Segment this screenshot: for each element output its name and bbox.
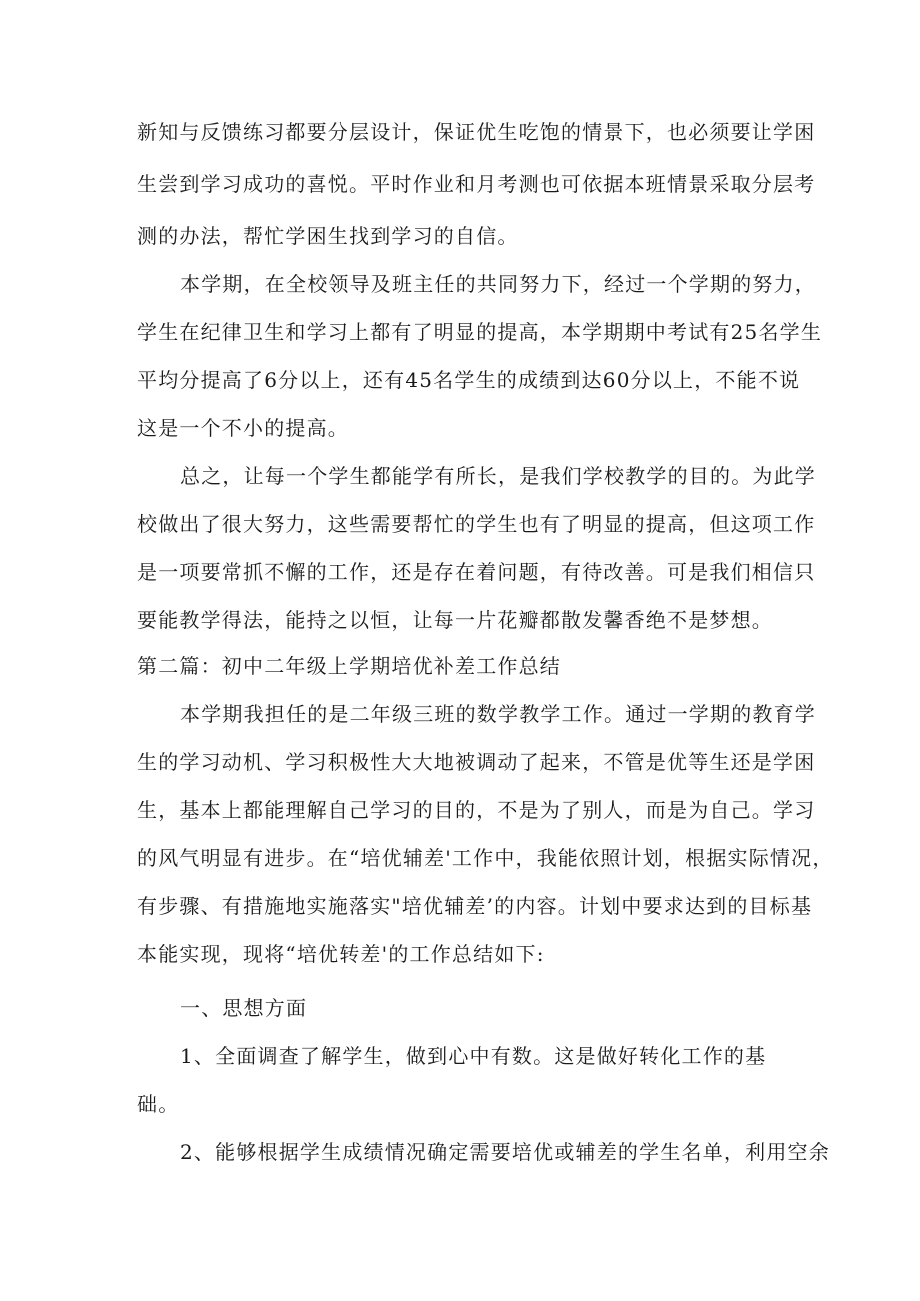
- text-line: 平均分提高了6分以上，还有45名学生的成绩到达60分以上，不能不说: [137, 368, 801, 392]
- subheading: 一、思想方面: [180, 996, 308, 1020]
- text-line: 要能教学得法，能持之以恒，让每一片花瓣都散发馨香绝不是梦想。: [137, 608, 773, 632]
- text-line: 生，基本上都能理解自己学习的目的，不是为了别人，而是为自己。学习: [137, 798, 816, 822]
- section-heading: 第二篇：初中二年级上学期培优补差工作总结: [137, 654, 561, 678]
- text-line: 本能实现，现将“培优转差'的工作总结如下:: [137, 942, 545, 966]
- text-line: 新知与反馈练习都要分层设计，保证优生吃饱的情景下，也必须要让学困: [137, 120, 816, 144]
- text-line: 学生在纪律卫生和学习上都有了明显的提高，本学期期中考试有25名学生: [137, 320, 823, 344]
- text-line: 础。: [137, 1092, 180, 1116]
- text-line: 1、全面调查了解学生，做到心中有数。这是做好转化工作的基: [180, 1044, 767, 1068]
- text-line: 校做出了很大努力，这些需要帮忙的学生也有了明显的提高，但这项工作: [137, 512, 816, 536]
- text-line: 2、能够根据学生成绩情况确定需要培优或辅差的学生名单，利用空余: [180, 1140, 830, 1164]
- text-line: 总之，让每一个学生都能学有所长，是我们学校教学的目的。为此学: [180, 464, 816, 488]
- text-line: 测的办法，帮忙学困生找到学习的自信。: [137, 224, 519, 248]
- text-line: 生的学习动机、学习积极性大大地被调动了起来，不管是优等生还是学困: [137, 750, 816, 774]
- text-line: 有步骤、有措施地实施落实"培优辅差’的内容。计划中要求达到的目标基: [137, 894, 813, 918]
- text-line: 本学期我担任的是二年级三班的数学教学工作。通过一学期的教育学: [180, 702, 816, 726]
- text-line: 是一项要常抓不懈的工作，还是存在着问题，有待改善。可是我们相信只: [137, 560, 816, 584]
- text-line: 本学期，在全校领导及班主任的共同努力下，经过一个学期的努力，: [180, 272, 816, 296]
- text-line: 的风气明显有进步。在“培优辅差'工作中，我能依照计划，根据实际情况，: [137, 846, 834, 870]
- text-line: 生尝到学习成功的喜悦。平时作业和月考测也可依据本班情景采取分层考: [137, 172, 816, 196]
- text-line: 这是一个不小的提高。: [137, 416, 349, 440]
